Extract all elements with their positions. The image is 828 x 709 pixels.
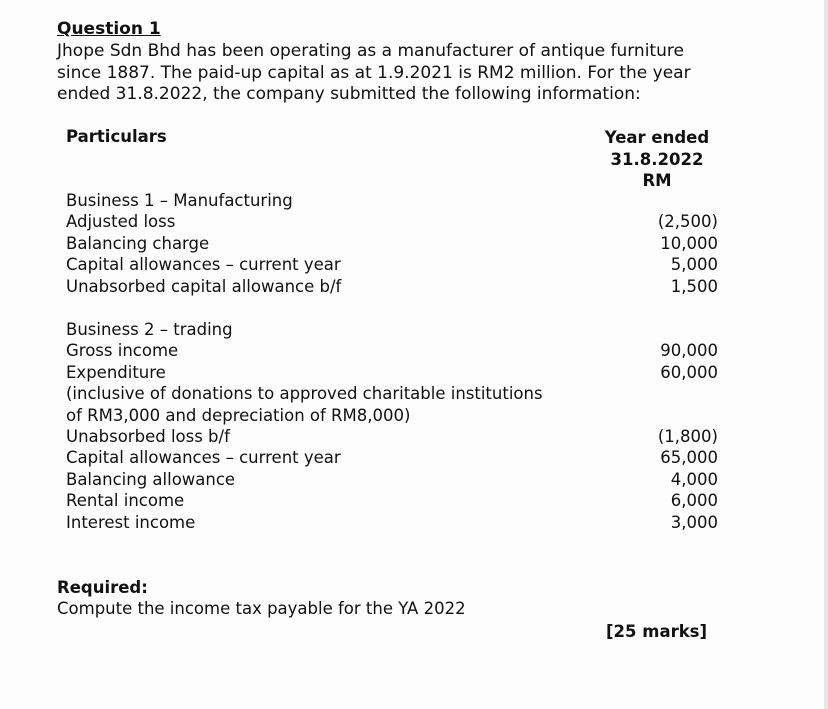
row-value: 60,000	[660, 362, 718, 382]
row-label: Adjusted loss	[66, 212, 176, 232]
row-value: 90,000	[660, 341, 718, 361]
required-heading: Required:	[57, 578, 148, 597]
page-edge	[824, 0, 828, 709]
row-label: Capital allowances – current year	[66, 448, 341, 468]
intro-line: ended 31.8.2022, the company submitted the following information:	[57, 84, 641, 104]
header-line: RM	[642, 171, 672, 190]
row-label: Business 1 – Manufacturing	[66, 191, 293, 210]
header-line: Year ended	[604, 128, 710, 147]
header-line: 31.8.2022	[610, 149, 704, 169]
row-label: Capital allowances – current year	[66, 255, 341, 275]
business1-section	[66, 190, 718, 297]
business2-section	[66, 319, 718, 533]
table-row	[66, 447, 718, 468]
row-label: Rental income	[66, 491, 185, 511]
question-intro	[57, 41, 757, 106]
column-header-particulars: Particulars	[66, 127, 167, 146]
table-row	[66, 512, 718, 533]
table-row	[66, 211, 718, 232]
row-label: Unabsorbed loss b/f	[66, 426, 230, 446]
table-row	[66, 233, 718, 254]
row-value: 6,000	[670, 491, 718, 511]
row-label: Expenditure	[66, 362, 166, 382]
column-header-year	[590, 127, 724, 192]
row-value: (2,500)	[657, 212, 718, 232]
row-label: Balancing allowance	[66, 469, 236, 489]
row-label: Unabsorbed capital allowance b/f	[66, 276, 342, 296]
row-value: 10,000	[660, 233, 718, 253]
table-row	[66, 190, 718, 211]
row-value: 5,000	[670, 255, 718, 275]
table-row	[66, 383, 718, 404]
row-label: Business 2 – trading	[66, 320, 233, 339]
table-row	[66, 319, 718, 340]
table-row	[66, 490, 718, 511]
row-label: (inclusive of donations to approved charitable institutions	[66, 384, 543, 404]
table-row	[66, 469, 718, 490]
table-row	[66, 340, 718, 361]
table-row	[66, 276, 718, 297]
row-label: Interest income	[66, 512, 196, 532]
table-row	[66, 254, 718, 275]
row-label: of RM3,000 and depreciation of RM8,000)	[66, 405, 411, 425]
intro-line: Jhope Sdn Bhd has been operating as a manufacturer of antique furniture	[57, 41, 684, 61]
row-value: 65,000	[660, 448, 718, 468]
row-value: 3,000	[670, 512, 718, 532]
table-row	[66, 362, 718, 383]
question-title: Question 1	[57, 19, 161, 39]
table-row	[66, 405, 718, 426]
marks-label: [25 marks]	[606, 622, 708, 641]
row-value: 1,500	[670, 276, 718, 296]
row-value: 4,000	[670, 469, 718, 489]
table-row	[66, 426, 718, 447]
row-label: Gross income	[66, 341, 179, 361]
row-value: (1,800)	[657, 426, 718, 446]
row-label: Balancing charge	[66, 233, 210, 253]
required-text: Compute the income tax payable for the YA 2022	[57, 599, 466, 618]
intro-line: since 1887. The paid-up capital as at 1.9.2021 is RM2 million. For the year	[57, 62, 691, 83]
